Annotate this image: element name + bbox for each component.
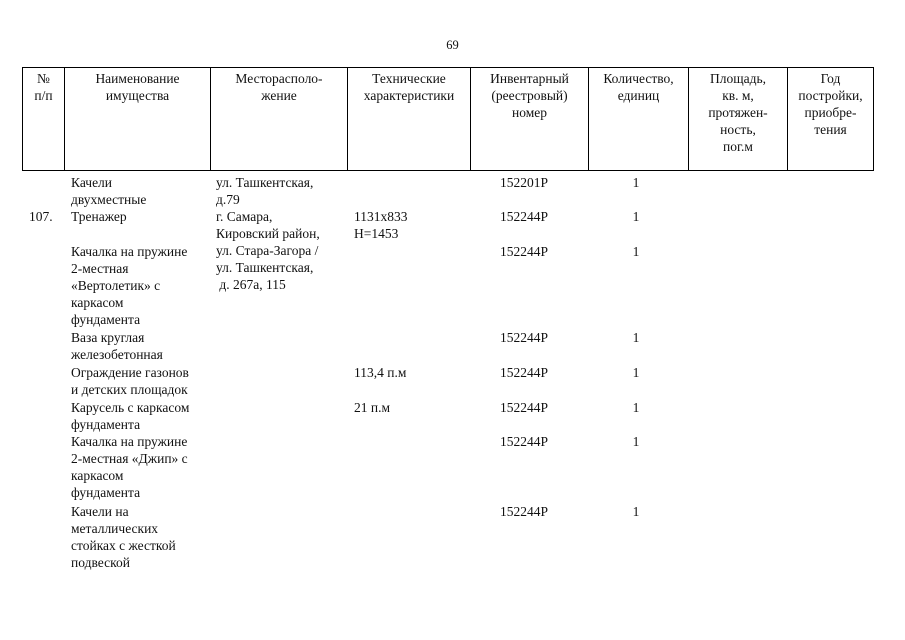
header-line: ность, [720,122,756,137]
header-line: протяжен- [708,105,768,120]
item-name-line: фундамента [71,417,141,432]
item-name-line: «Вертолетик» с [71,278,161,293]
item-quantity: 1 [632,209,640,224]
header-line: Инвентарный [490,71,569,86]
item-name [71,364,211,398]
item-name-line: Качалка на пружине [71,244,188,259]
item-inventory: 152244Р [500,400,549,415]
header-line: Месторасполо- [235,71,323,86]
item-name-line: 2-местная [71,261,129,276]
item-inventory: 152244Р [500,504,549,519]
item-name-line: Качели на [71,504,129,519]
item-name-line: каркасом [71,468,124,483]
header-line: Год [820,71,841,86]
item-tech [354,364,469,381]
item-inventory: 152244Р [500,365,549,380]
location-line: ул. Ташкентская, [216,175,314,190]
item-name [71,503,211,571]
header-line: пог.м [723,139,753,154]
location-line: ул. Стара-Загора / [216,243,319,258]
location-line: Кировский район, [216,226,320,241]
item-inventory: 152244Р [500,209,549,224]
item-tech-line: 21 п.м [354,400,391,415]
item-name [71,174,211,208]
item-name-line: Карусель с каркасом [71,400,190,415]
item-name-line: подвеской [71,555,130,570]
header-line: № [37,71,50,86]
header-line: единиц [617,88,660,103]
header-line: номер [511,105,547,120]
location-line: д.79 [216,192,240,207]
item-quantity: 1 [632,175,640,190]
item-name [71,329,211,363]
item-tech [354,208,469,242]
item-tech-line: 113,4 п.м [354,365,407,380]
item-name-line: Качалка на пружине [71,434,188,449]
item-name-line: двухместные [71,192,147,207]
item-name-line: Тренажер [71,209,127,224]
item-quantity: 1 [632,244,640,259]
item-inventory: 152244Р [500,244,549,259]
item-tech-line: 1131х833 [354,209,408,224]
item-name [71,399,211,433]
header-line: Наименование [95,71,180,86]
item-quantity: 1 [632,434,640,449]
header-line: жение [261,88,297,103]
item-name-line: железобетонная [71,347,163,362]
item-name-line: Качели [71,175,113,190]
location-line: д. 267а, 115 [216,277,286,292]
item-name-line: Ограждение газонов [71,365,189,380]
header-line: характеристики [363,88,455,103]
location-line: ул. Ташкентская, [216,260,314,275]
item-name-line: Ваза круглая [71,330,145,345]
header-line: Технические [372,71,446,86]
item-name [71,243,211,328]
item-name-line: металлических [71,521,159,536]
item-name [71,433,211,501]
location-cell [216,174,346,293]
item-name-line: фундамента [71,485,141,500]
item-quantity: 1 [632,400,640,415]
item-inventory: 152244Р [500,434,549,449]
item-name-line: фундамента [71,312,141,327]
header-line: п/п [34,88,53,103]
header-line: Площадь, [709,71,767,86]
item-quantity: 1 [632,330,640,345]
item-name-line: и детских площадок [71,382,188,397]
item-inventory: 152201Р [500,175,549,190]
header-line: приобре- [804,105,857,120]
item-quantity: 1 [632,365,640,380]
item-tech [354,399,469,416]
header-line: тения [814,122,847,137]
item-inventory: 152244Р [500,330,549,345]
header-line: (реестровый) [491,88,568,103]
item-quantity: 1 [632,504,640,519]
row-number: 107. [29,209,53,224]
location-line: г. Самара, [216,209,273,224]
header-line: постройки, [798,88,863,103]
header-line: имущества [105,88,170,103]
header-line: Количество, [603,71,674,86]
item-name-line: 2-местная «Джип» с [71,451,188,466]
item-name-line: стойках с жесткой [71,538,176,553]
item-name [71,208,211,225]
page-number: 69 [446,38,459,52]
header-line: кв. м, [722,88,754,103]
item-name-line: каркасом [71,295,124,310]
item-tech-line: Н=1453 [354,226,399,241]
